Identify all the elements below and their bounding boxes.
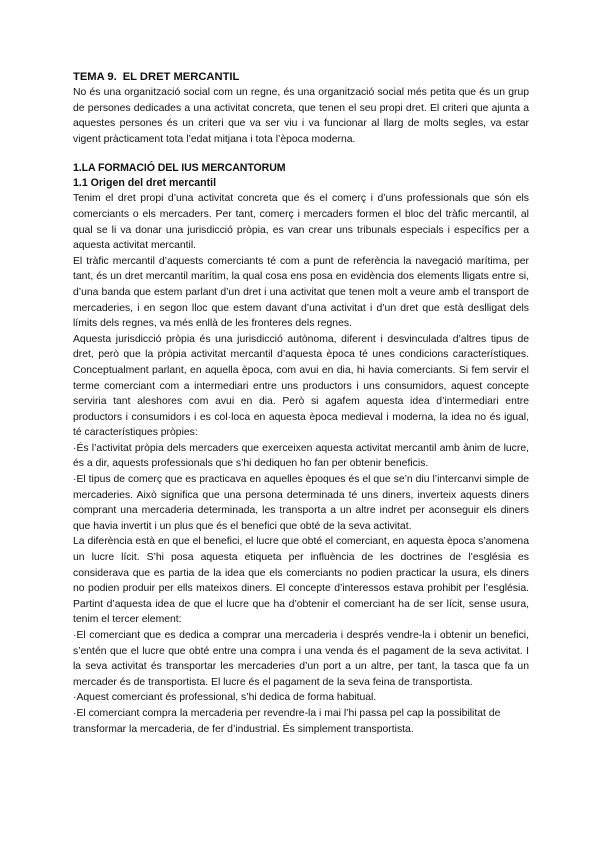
paragraph: Aquesta jurisdicció pròpia és una jurisdicció autònoma, diferent i desvinculada d’altres tipus de dret, però que la pròpia activitat mercantil d’aquesta època té unes condicions característiques. Conceptualment parlant, en aquella època, com avui en dia, hi havia comerciants. Si fem servir el terme comerciant com a intermediari entre uns productors i uns consumidors, aquest concepte serviria tant aleshores com avui en dia. Però si agafem aquesta idea d’intermediari entre productors i consumidors i es col·loca en aquesta època medieval i moderna, la idea no és igual, té característiques pròpies: [73,333,529,439]
paragraph: La diferència està en que el benefici, el lucre que obté el comerciant, en aquesta època s’anomena un lucre lícit. S’hi posa aquesta etiqueta per influència de les doctrines de l’església es considerava que es partia de la idea que els comerciants no podien practicar la usura, els diners no podien produir per ells mateixos diners. El concepte d’interessos estava prohibit per l’església. Partint d’aquesta idea de que el lucre que ha d’obtenir el comerciant ha de ser lícit, sense usura, tenim el tercer element: [73,536,529,626]
paragraph: El tràfic mercantil d’aquests comerciants té com a punt de referència la navegació marítima, per tant, és un dret mercantil marítim, la qual cosa ens posa en evidència dos elements lligats entre si, d’una banda que estem parlant d’un dret i una activitat que tenen molt a veure amb el transport de mercaderies, i en segon lloc que estem davant d’una activitat i d’un dret que està deslligat dels límits dels regnes, va més enllà de les fronteres dels regnes. [73,255,529,330]
title-text: EL DRET MERCANTIL [122,71,240,83]
list-item: ·És l’activitat pròpia dels mercaders que exerceixen aquesta activitat mercantil amb ànim de lucre, és a dir, aquests professionals que s’hi dediquen ho fan per obtenir beneficis. [73,442,529,470]
intro-paragraph: No és una organització social com un regne, és una organització social més petita que és un grup de persones dedicades a una activitat concreta, que tenen el seu propi dret. El criteri que ajunta a aquestes persones és un criteri que va ser viu i va funcionar al llarg de molts segles, va estar vigent pràcticament tota l’edat mitjana i tota l’època moderna. [73,87,529,145]
title-number: TEMA 9. [73,71,117,83]
list-item: ·El tipus de comerç que es practicava en aquelles èpoques és el que se’n diu l’intercanvi simple de mercaderies. Això significa que una persona determinada té uns diners, inverteix aquests diners comprant una mercaderia determinada, les transporta a un altre indret per aconseguir els diners que havia invertit i un plus que és el benefici que obté de la seva activitat. [73,474,529,532]
document-title [73,70,529,85]
list-item: ·Aquest comerciant és professional, s’hi dedica de forma habitual. [73,692,377,704]
paragraph: Tenim el dret propi d’una activitat concreta que és el comerç i d’uns professionals que són els comerciants o els mercaders. Per tant, comerç i mercaders formen el bloc del tràfic mercantil, al qual se li va donar una jurisdicció pròpia, es van crear uns tribunals especials i específics per a aquesta activitat mercantil. [73,193,529,252]
subsection-heading: 1.1 Origen del dret mercantil [73,177,217,190]
list-item: ·El comerciant que es dedica a comprar una mercaderia i després vendre-la i obtenir un benefici, s’entén que el lucre que obté entre una compra i una venda és el pagament de la seva activitat. I la seva activitat és transportar les mercaderies d’un port a un altre, per tant, la tasca que fa un mercader és de transportista. El lucre és el pagament de la seva feina de transportista. [73,630,529,688]
section-heading: 1.LA FORMACIÓ DEL IUS MERCANTORUM [73,162,286,175]
document-body [73,70,529,737]
list-item: ·El comerciant compra la mercaderia per revendre-la i mai l’hi passa pel cap la possibilitat de transformar la mercaderia, de fer d’industrial. És simplement transportista. [73,707,501,735]
